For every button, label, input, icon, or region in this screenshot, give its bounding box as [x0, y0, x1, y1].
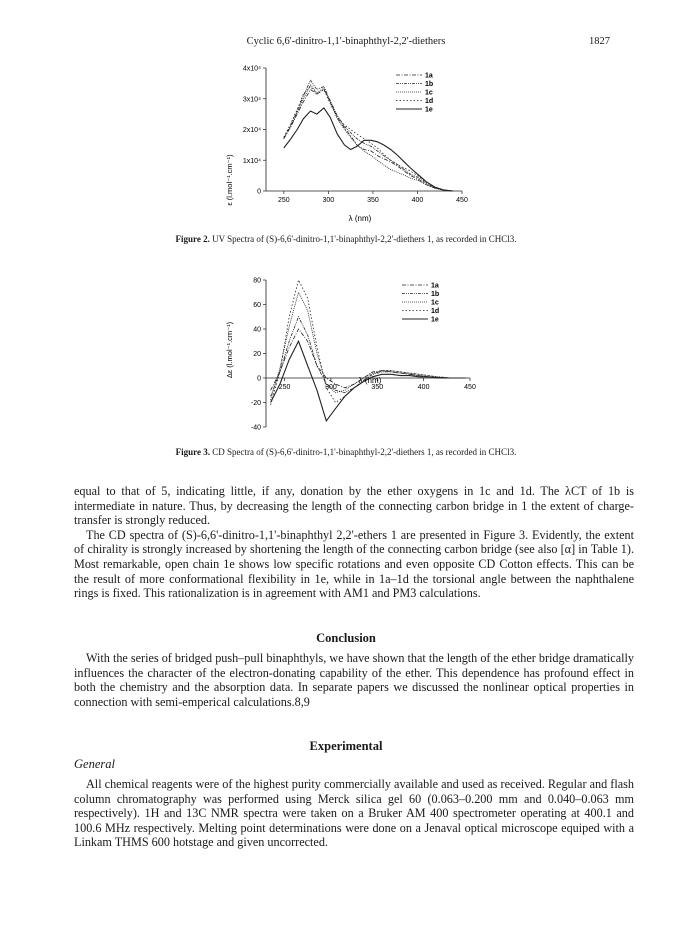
general-subheading: General — [74, 757, 115, 771]
cd-legend-label-1c: 1c — [431, 299, 439, 307]
cd-legend-label-1d: 1d — [431, 308, 440, 315]
figure-2-caption — [60, 234, 632, 244]
uv-legend-label-1d: 1d — [425, 98, 434, 105]
uv-x-tick-label: 450 — [456, 197, 468, 204]
uv-legend-label-1c: 1c — [425, 89, 433, 97]
cd-legend — [402, 283, 439, 324]
experimental-section — [74, 777, 634, 850]
cd-legend-label-1a: 1a — [431, 282, 439, 290]
uv-y-tick-label: 2x10⁴ — [242, 127, 261, 134]
uv-series-group — [284, 80, 453, 191]
uv-spectra-chart — [200, 58, 470, 224]
uv-legend-label-1b: 1b — [425, 81, 434, 88]
cd-y-tick-label: 80 — [253, 277, 261, 285]
cd-xlabel: λ (nm) — [358, 376, 382, 385]
uv-legend-label-1e: 1e — [425, 106, 433, 114]
cd-ylabel: Δε (l.mol⁻¹.cm⁻¹) — [225, 321, 234, 379]
uv-y-tick-label: 0 — [257, 188, 261, 196]
cd-x-tick-label: 350 — [371, 384, 384, 391]
uv-ylabel: ε (l.mol⁻¹.cm⁻¹) — [225, 154, 234, 206]
cd-x-tick-label: 400 — [417, 384, 430, 391]
figure-3-caption — [60, 447, 632, 457]
uv-x-tick-label: 250 — [277, 197, 290, 204]
uv-legend — [396, 73, 433, 114]
uv-series-1b-line — [284, 80, 453, 191]
uv-x-tick-label: 400 — [411, 197, 424, 204]
paragraph-cd: The CD spectra of (S)-6,6'-dinitro-1,1'-binaphthyl 2,2'-ethers 1 are presented in Figure 3. Evidently, the extent of chirality is strongly increased by shortening the length of the connecting carbon bridge (see also [α] in Table 1). Most remarkable, open chain 1e shows low specific rotations and even opposite CD Cotton effects. This can be the result of more conformational flexibility in 1e, while in 1a–1d the torsional angle between the naphthalene rings is fixed. This rationalization is in agreement with AM1 and PM3 calculations. — [74, 527, 634, 601]
cd-y-tick-label: 20 — [253, 351, 261, 358]
uv-legend-label-1a: 1a — [425, 72, 433, 80]
cd-axes — [251, 278, 476, 432]
paragraph-general: All chemical reagents were of the highest purity commercially available and used as received. Regular and flash column chromatography was performed using Merck silica gel 60 (0.063–0.200 mm and 0.040–0.063 mm respectively). 1H and 13C NMR spectra were taken on a Bruker AM 400 spectrometer operating at 400.1 and 100.6 MHz respectively. Melting point determinations were done on a Jenaval optical microscope equiped with a Linkam THMS 600 hotstage and given uncorrected. — [74, 777, 634, 850]
page-number: 1827 — [589, 36, 610, 47]
cd-y-tick-label: 0 — [257, 375, 261, 383]
uv-x-tick-label: 300 — [322, 197, 335, 204]
paragraph-conclusion: With the series of bridged push–pull binaphthyls, we have shown that the length of the ether bridge dramatically influences the character of the electron-donating capability of the ether. This dependence has profound effect in both the chemistry and the absorption data. In separate papers we discussed the nonlinear optical properties in connection with semi-emperical calculations.8,9 — [74, 651, 634, 709]
cd-legend-label-1e: 1e — [431, 316, 439, 324]
cd-y-tick-label: -40 — [250, 424, 261, 432]
discussion-section — [74, 484, 634, 601]
figure-3-caption-text: CD Spectra of (S)-6,6'-dinitro-1,1'-binaphthyl-2,2'-diethers 1, as recorded in CHCl3. — [212, 447, 517, 457]
uv-axes — [243, 66, 468, 205]
uv-xlabel: λ (nm) — [348, 214, 372, 223]
cd-x-tick-label: 450 — [464, 384, 476, 391]
cd-y-tick-label: -20 — [250, 400, 261, 407]
experimental-heading: Experimental — [309, 739, 383, 753]
figure-2-caption-text: UV Spectra of (S)-6,6'-dinitro-1,1'-binaphthyl-2,2'-diethers 1, as recorded in CHCl3. — [212, 234, 517, 244]
conclusion-section — [74, 651, 634, 709]
cd-spectra-chart — [200, 270, 480, 440]
cd-x-tick-label: 250 — [278, 384, 291, 391]
uv-y-tick-label: 1x10⁴ — [242, 157, 261, 165]
figure-3-label: Figure 3. — [175, 447, 211, 457]
uv-series-1e-line — [284, 108, 453, 191]
uv-y-tick-label: 4x10⁴ — [242, 65, 261, 73]
cd-x-tick-label: 300 — [325, 384, 337, 391]
uv-y-tick-label: 3x10⁴ — [242, 96, 261, 104]
figure-2-label: Figure 2. — [175, 234, 210, 244]
cd-y-tick-label: 60 — [253, 302, 261, 309]
cd-y-tick-label: 40 — [253, 326, 261, 334]
uv-x-tick-label: 350 — [367, 197, 379, 204]
paragraph-cont: equal to that of 5, indicating little, if any, donation by the ether oxygens in 1c and 1d. The λCT of 1b is intermediate in nature. Thus, by decreasing the length of the connecting carbon bridge in 1 the extent of charge-transfer is strongly reduced. — [74, 484, 634, 528]
conclusion-heading: Conclusion — [316, 631, 376, 645]
running-head: Cyclic 6,6'-dinitro-1,1'-binaphthyl-2,2'-diethers — [246, 36, 446, 47]
cd-legend-label-1b: 1b — [431, 291, 440, 298]
